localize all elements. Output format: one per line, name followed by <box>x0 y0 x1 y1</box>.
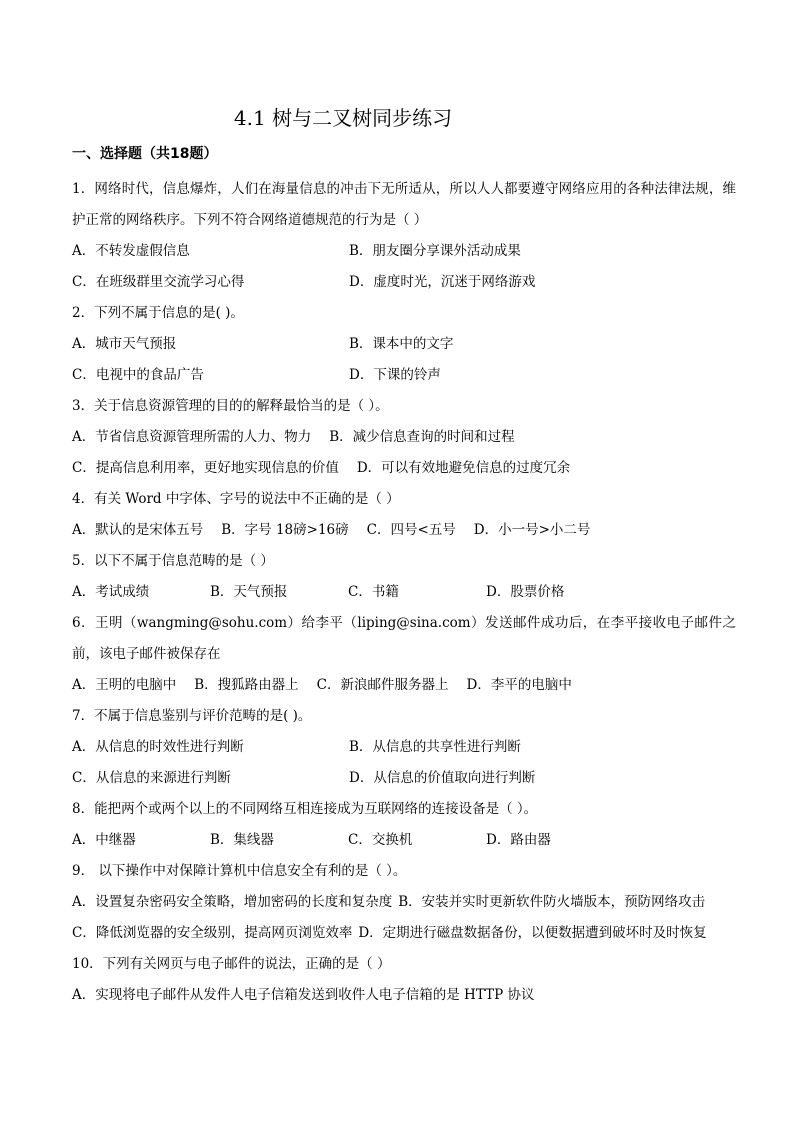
question-9 <box>72 856 736 949</box>
option-list <box>72 918 736 949</box>
question-4 <box>72 484 736 546</box>
question-text: 9． 以下操作中对保障计算机中信息安全有利的是（ ）。 <box>72 863 407 879</box>
question-7 <box>72 701 736 794</box>
question-5 <box>72 546 736 608</box>
option-d: D．定期进行磁盘数据备份，以便数据遭到破坏时及时恢复 <box>358 925 707 941</box>
option-list <box>72 980 736 1011</box>
option-b: B．天气预报 <box>210 584 288 600</box>
option-list <box>72 422 736 453</box>
option-a: A．中继器 <box>72 832 136 848</box>
option-c: C．降低浏览器的安全级别，提高网页浏览效率 <box>72 925 353 941</box>
option-a: A．节省信息资源管理所需的人力、物力 <box>72 429 312 445</box>
option-a: A．考试成绩 <box>72 584 150 600</box>
option-b: B．减少信息查询的时间和过程 <box>329 429 515 445</box>
question-3 <box>72 391 736 484</box>
question-text: 3．关于信息资源管理的目的的解释最恰当的是（ ）。 <box>72 398 389 414</box>
question-text: 5．以下不属于信息范畴的是（ ） <box>72 553 274 569</box>
option-d: D．下课的铃声 <box>349 367 441 383</box>
option-a: A．默认的是宋体五号 <box>72 522 204 538</box>
option-list <box>72 515 736 546</box>
section-heading: 一、选择题（共18题） <box>72 146 218 162</box>
option-c: C．交换机 <box>348 832 413 848</box>
question-list <box>72 174 736 1011</box>
option-d: D．从信息的价值取向进行判断 <box>349 770 536 786</box>
option-a: A．不转发虚假信息 <box>72 243 190 259</box>
option-list <box>72 670 736 701</box>
option-d: D．虚度时光，沉迷于网络游戏 <box>349 274 536 290</box>
option-d: D．李平的电脑中 <box>466 677 572 693</box>
option-c: C．书籍 <box>348 584 399 600</box>
question-text: 6．王明（wangming@sohu.com）给李平（liping@sina.com）发送邮件成功后，在李平接收电子邮件之前，该电子邮件被保存在 <box>72 615 736 662</box>
question-text: 2．下列不属于信息的是( )。 <box>72 305 244 321</box>
option-list <box>72 329 736 391</box>
option-list <box>72 887 736 918</box>
question-text: 4．有关 Word 中字体、字号的说法中不正确的是（ ） <box>72 491 400 507</box>
option-d: D．可以有效地避免信息的过度冗余 <box>356 460 571 476</box>
option-b: B．字号 18磅>16磅 <box>221 522 349 538</box>
question-10 <box>72 949 736 1011</box>
option-c: C．在班级群里交流学习心得 <box>72 274 245 290</box>
option-a: A．从信息的时效性进行判断 <box>72 739 244 755</box>
question-6 <box>72 608 736 701</box>
option-b: B．从信息的共享性进行判断 <box>349 739 521 755</box>
option-list <box>72 453 736 484</box>
option-list <box>72 577 736 608</box>
option-list <box>72 236 736 298</box>
question-8 <box>72 794 736 856</box>
option-list <box>72 732 736 794</box>
document-title: 4.1 树与二叉树同步练习 <box>233 106 453 130</box>
option-d: D．小一号>小二号 <box>473 522 591 538</box>
option-a: A．设置复杂密码安全策略，增加密码的长度和复杂度 <box>72 894 393 910</box>
question-text: 7．不属于信息鉴别与评价范畴的是( )。 <box>72 708 312 724</box>
option-list <box>72 825 736 856</box>
option-a: A．城市天气预报 <box>72 336 177 352</box>
option-c: C．从信息的来源进行判断 <box>72 770 231 786</box>
option-b: B．课本中的文字 <box>349 336 454 352</box>
option-c: C．新浪邮件服务器上 <box>316 677 449 693</box>
question-text: 10．下列有关网页与电子邮件的说法，正确的是（ ） <box>72 956 391 972</box>
option-c: C．四号<五号 <box>366 522 456 538</box>
question-text: 1．网络时代，信息爆炸，人们在海量信息的冲击下无所适从，所以人人都要遵守网络应用的各种法律法规，维护正常的网络秩序。下列不符合网络道德规范的行为是（ ） <box>72 181 736 228</box>
option-b: B．朋友圈分享课外活动成果 <box>349 243 521 259</box>
question-1 <box>72 174 736 298</box>
option-b: B．搜狐路由器上 <box>194 677 299 693</box>
option-c: C．电视中的食品广告 <box>72 367 204 383</box>
option-b: B．安装并实时更新软件防火墙版本，预防网络攻击 <box>398 894 706 910</box>
option-d: D．路由器 <box>486 832 551 848</box>
question-2 <box>72 298 736 391</box>
option-b: B．集线器 <box>210 832 274 848</box>
option-a: A．王明的电脑中 <box>72 677 177 693</box>
option-c: C．提高信息利用率，更好地实现信息的价值 <box>72 460 339 476</box>
option-d: D．股票价格 <box>486 584 565 600</box>
option-a: A．实现将电子邮件从发件人电子信箱发送到收件人电子信箱的是 HTTP 协议 <box>72 987 535 1003</box>
question-text: 8．能把两个或两个以上的不同网络互相连接成为互联网络的连接设备是（ ）。 <box>72 801 538 817</box>
